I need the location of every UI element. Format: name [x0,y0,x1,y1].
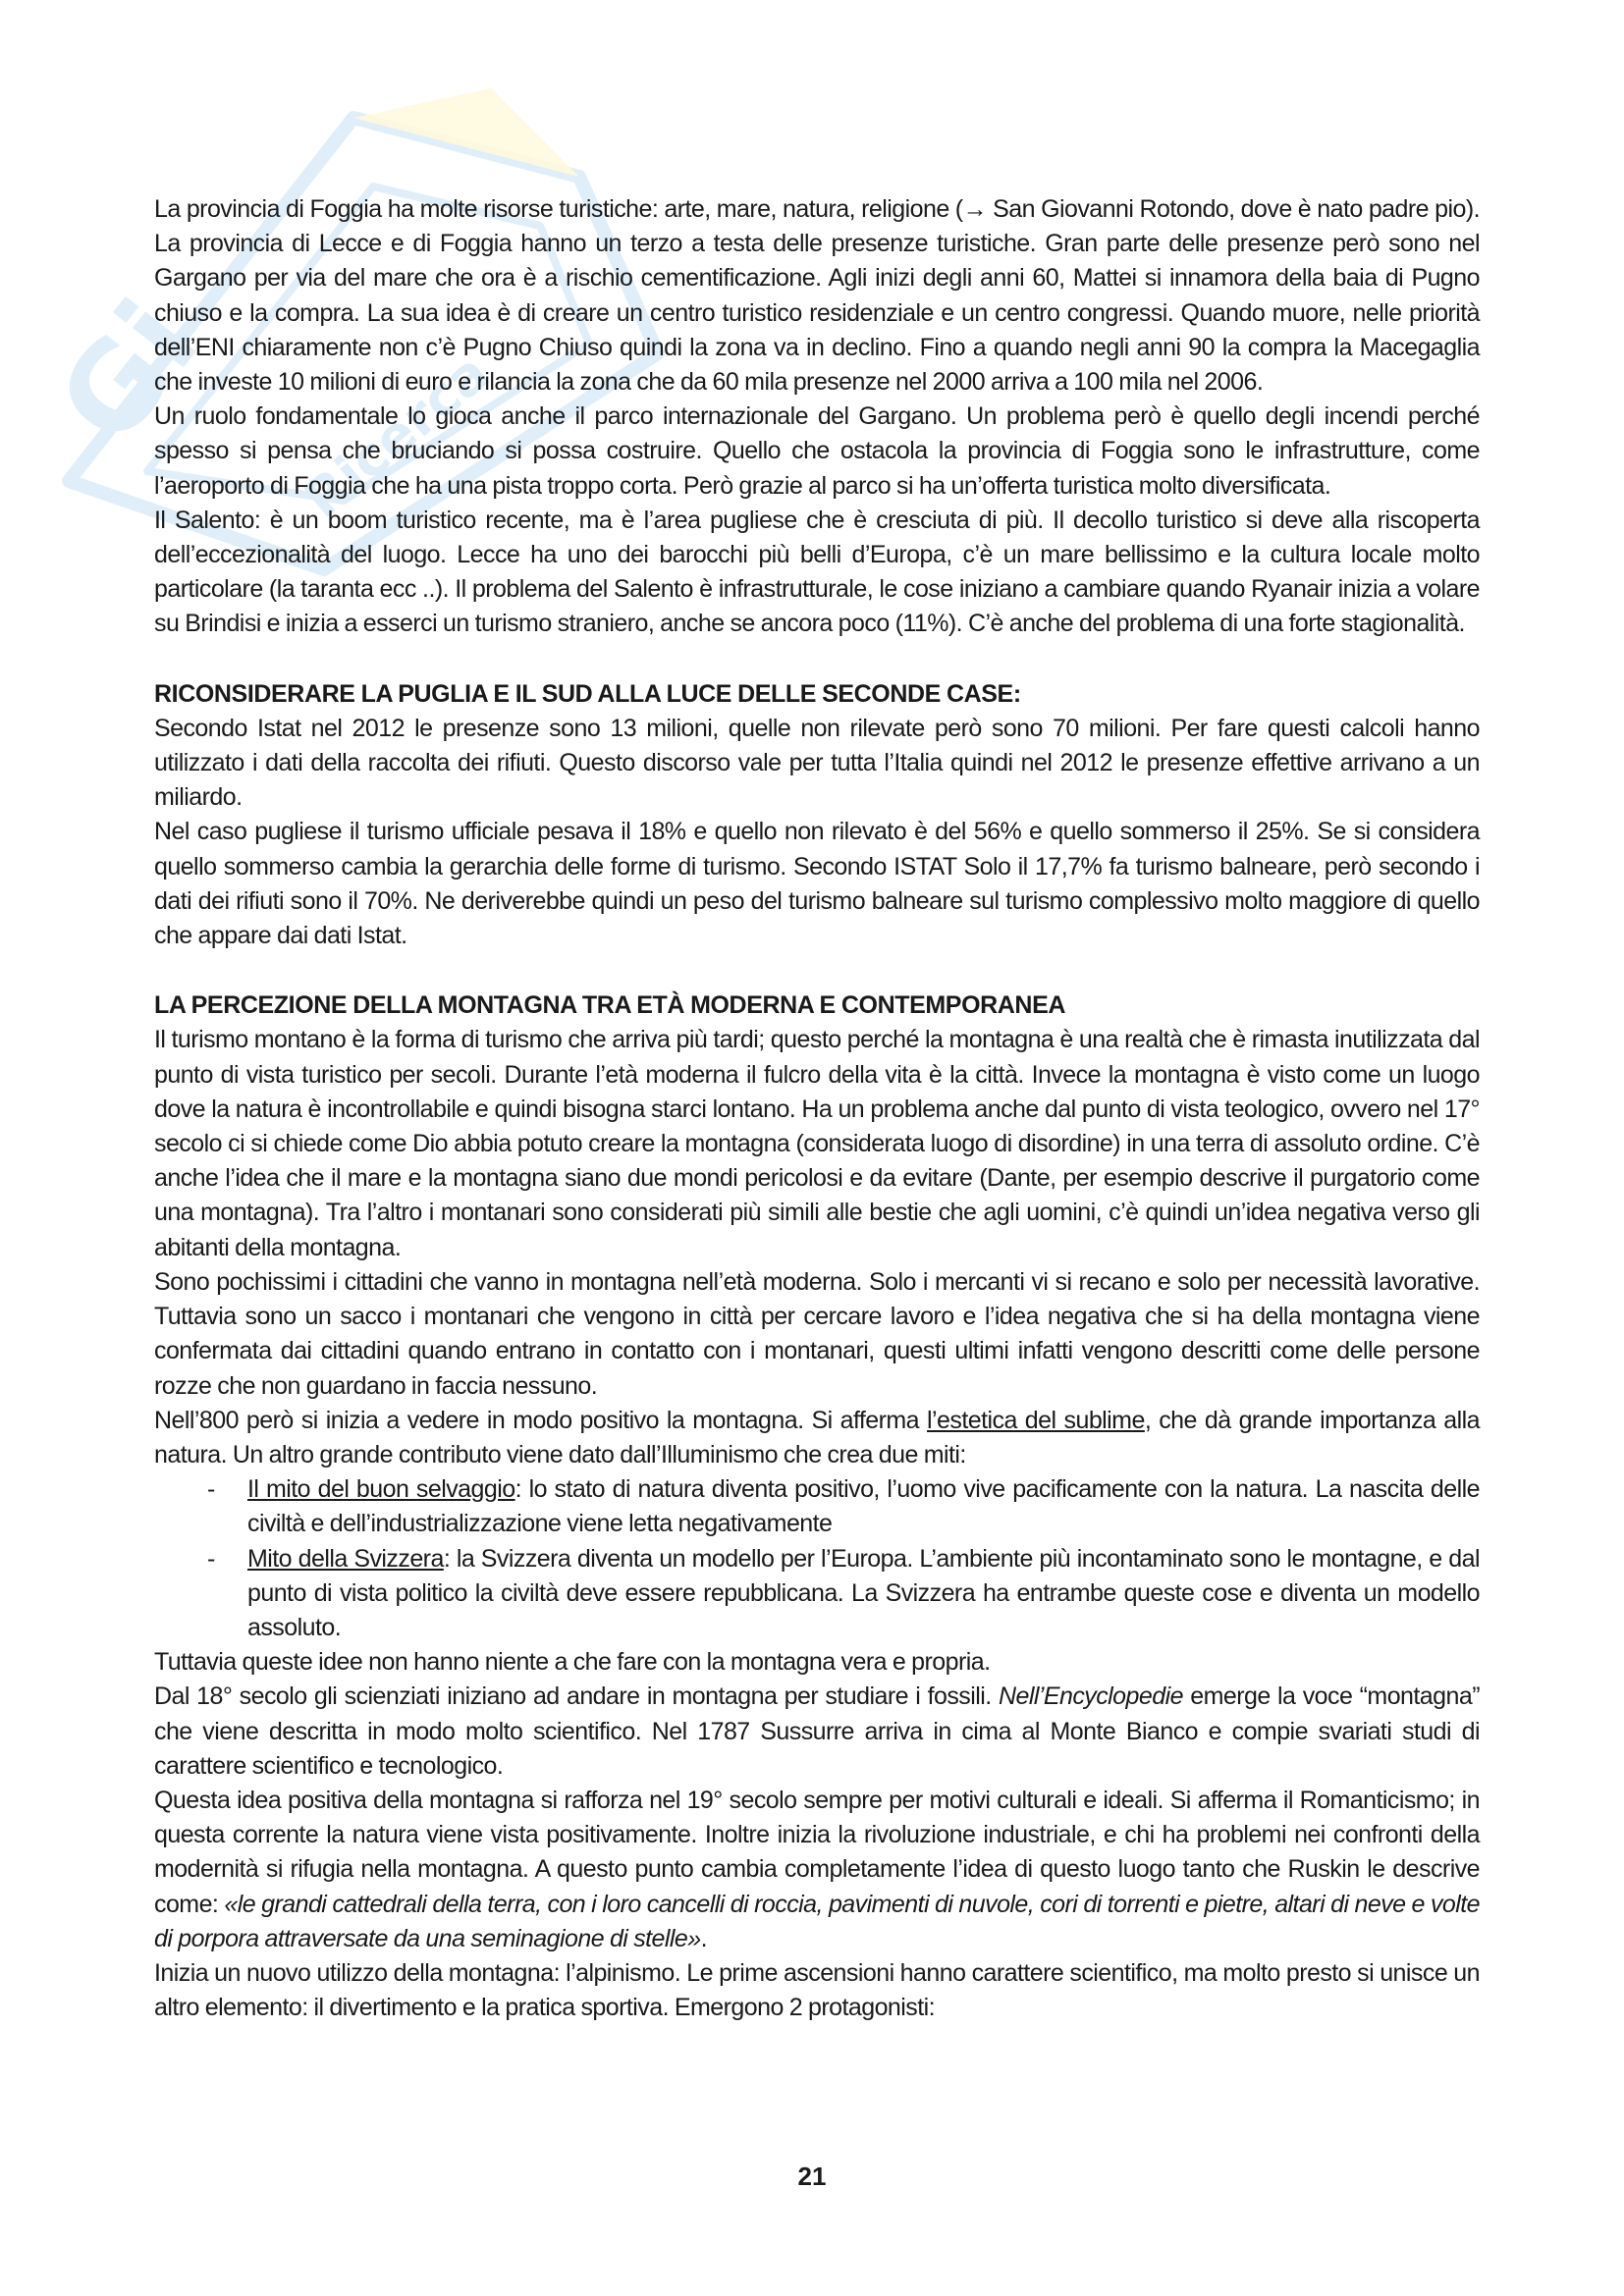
ruskin-quote: «le grandi cattedrali della terra, con i loro cancelli di roccia, pavimenti di nuvole, cori di torrenti e pietre, altari di neve e volte di porpora attraversate da una seminagione di stelle» [154,1890,1480,1952]
section-heading-montagna: LA PERCEZIONE DELLA MONTAGNA TRA ETÀ MODERNA E CONTEMPORANEA [154,991,1066,1020]
underlined-term: l’estetica del sublime [927,1406,1145,1434]
page-number: 21 [797,2162,827,2191]
paragraph-alpinismo: Inizia un nuovo utilizzo della montagna: l’alpinismo. Le prime ascensioni hanno carattere scientifico, ma molto presto si unisce un altro elemento: il divertimento e la pratica sportiva. Emergono 2 protagonisti: [154,1958,1480,2022]
section-heading-seconde-case: RICONSIDERARE LA PUGLIA E IL SUD ALLA LUCE DELLE SECONDE CASE: [154,679,1021,708]
paragraph-istat: Secondo Istat nel 2012 le presenze sono 13 milioni, quelle non rilevate però sono 70 milioni. Per fare questi calcoli hanno utilizzato i dati della raccolta dei rifiuti. Questo discorso vale per tutta l’Italia quindi nel 2012 le presenze effettive arrivano a un miliardo. [154,714,1480,812]
paragraph-turismo-pugliese: Nel caso pugliese il turismo ufficiale pesava il 18% e quello non rilevato è del 56% e quello sommerso il 25%. Se si considera quello sommerso cambia la gerarchia delle forme di turismo. Secondo ISTAT Solo il 17,7% fa turismo balneare, però secondo i dati dei rifiuti sono il 70%. Ne deriverebbe quindi un peso del turismo balneare sul turismo complessivo molto maggiore di quello che appare dai dati Istat. [154,818,1480,950]
arrow-icon: → [962,195,988,223]
svg-text:Gi: Gi [32,277,225,469]
list-item: - Mito della Svizzera: la Svizzera diventa un modello per l’Europa. L’ambiente più incontaminato sono le montagne, e dal punto di vista politico la civiltà deve essere repubblicana. La Svizzera ha entrambe queste cose e diventa un modello assoluto. [154,1542,1480,1646]
paragraph-turismo-montano: Il turismo montano è la forma di turismo che arriva più tardi; questo perché la montagna è una realtà che è rimasta inutilizzata dal punto di vista turistico per secoli. Durante l’età moderna il fulcro della vita è la città. Invece la montagna è visto come un luogo dove la natura è incontrollabile e quindi bisogna starci lontano. Ha un problema anche dal punto di vista teologico, ovvero nel 17° secolo ci si chiede come Dio abbia potuto creare la montagna (considerata luogo di disordine) in una terra di assoluto ordine. C’è anche l’idea che il mare e la montagna siano due mondi pericolosi e da evitare (Dante, per esempio descrive il purgatorio come una montagna). Tra l’altro i montanari sono considerati più simili alle bestie che agli uomini, c’è quindi un’idea negativa verso gli abitanti della montagna. [154,1026,1480,1261]
list-item: - Il mito del buon selvaggio: lo stato di natura diventa positivo, l’uomo vive pacificamente con la natura. La nascita delle civiltà e dell’industrializzazione viene letta negativamente [154,1472,1480,1541]
myths-list [154,1472,1480,1645]
paragraph-tuttavia: Tuttavia queste idee non hanno niente a che fare con la montagna vera e propria. [154,1648,991,1677]
paragraph-salento: Il Salento: è un boom turistico recente, ma è l’area pugliese che è cresciuta di più. Il decollo turistico si deve alla riscoperta dell’eccezionalità del luogo. Lecce ha uno dei barocchi più belli d’Europa, c’è un mare bellissimo e la cultura locale molto particolare (la taranta ecc ..). Il problema del Salento è infrastrutturale, le cose iniziano a cambiare quando Ryanair inizia a volare su Brindisi e inizia a esserci un turismo straniero, anche se ancora poco (11%). C’è anche del problema di una forte stagionalità. [154,506,1480,638]
paragraph-romanticismo: Questa idea positiva della montagna si rafforza nel 19° secolo sempre per motivi culturali e ideali. Si afferma il Romanticismo; in questa corrente la natura viene vista positivamente. Inoltre inizia la rivoluzione industriale, e chi ha problemi nei confronti della modernità si rifugia nella montagna. A questo punto cambia completamente l’idea di questo luogo tanto che Ruskin le descrive come: «le grandi cattedrali della terra, con i loro cancelli di roccia, pavimenti di nuvole, cori di torrenti e pietre, altari di neve e volte di porpora attraversate da una seminagione di stelle». [154,1786,1480,1952]
paragraph-foggia: La provincia di Foggia ha molte risorse turistiche: arte, mare, natura, religione (→ San Giovanni Rotondo, dove è nato padre pio). La provincia di Lecce e di Foggia hanno un terzo a testa delle presenze turistiche. Gran parte delle presenze però sono nel Gargano per via del mare che ora è a rischio cementificazione. Agli inizi degli anni 60, Mattei si innamora della baia di Pugno chiuso e la compra. La sua idea è di creare un centro turistico residenziale e un centro congressi. Quando muore, nelle priorità dell’ENI chiaramente non c’è Pugno Chiuso quindi la zona va in declino. Fino a quando negli anni 90 la compra la Macegaglia che investe 10 milioni di euro e rilancia la zona che da 60 mila presenze nel 2000 arriva a 100 mila nel 2006. [154,195,1481,397]
svg-text:Ricerca: Ricerca [292,341,501,530]
paragraph-scienziati: Dal 18° secolo gli scienziati iniziano ad andare in montagna per studiare i fossili. Nell’Encyclopedie emerge la voce “montagna” che viene descritta in modo molto scientifico. Nel 1787 Sussurre arriva in cima al Monte Bianco e compie svariati studi di carattere scientifico e tecnologico. [154,1682,1480,1780]
document-body [154,192,1480,2025]
paragraph-cittadini: Sono pochissimi i cittadini che vanno in montagna nell’età moderna. Solo i mercanti vi si recano e solo per necessità lavorative. Tuttavia sono un sacco i montanari che vengono in città per cercare lavoro e l’idea negativa che si ha della montagna viene confermata dai cittadini quando entrano in contatto con i montanari, questi ultimi infatti vengono descritti come delle persone rozze che non guardano in faccia nessuno. [154,1267,1480,1400]
paragraph-gargano-park: Un ruolo fondamentale lo gioca anche il parco internazionale del Gargano. Un problema però è quello degli incendi perché spesso si pensa che bruciando si possa costruire. Quello che ostacola la provincia di Foggia sono le infrastrutture, come l’aeroporto di Foggia che ha una pista troppo corta. Però grazie al parco si ha un’offerta turistica molto diversificata. [154,402,1480,500]
paragraph-800: Nell’800 però si inizia a vedere in modo positivo la montagna. Si afferma l’estetica del sublime, che dà grande importanza alla natura. Un altro grande contributo viene dato dall’Illuminismo che crea due miti: [154,1406,1481,1468]
